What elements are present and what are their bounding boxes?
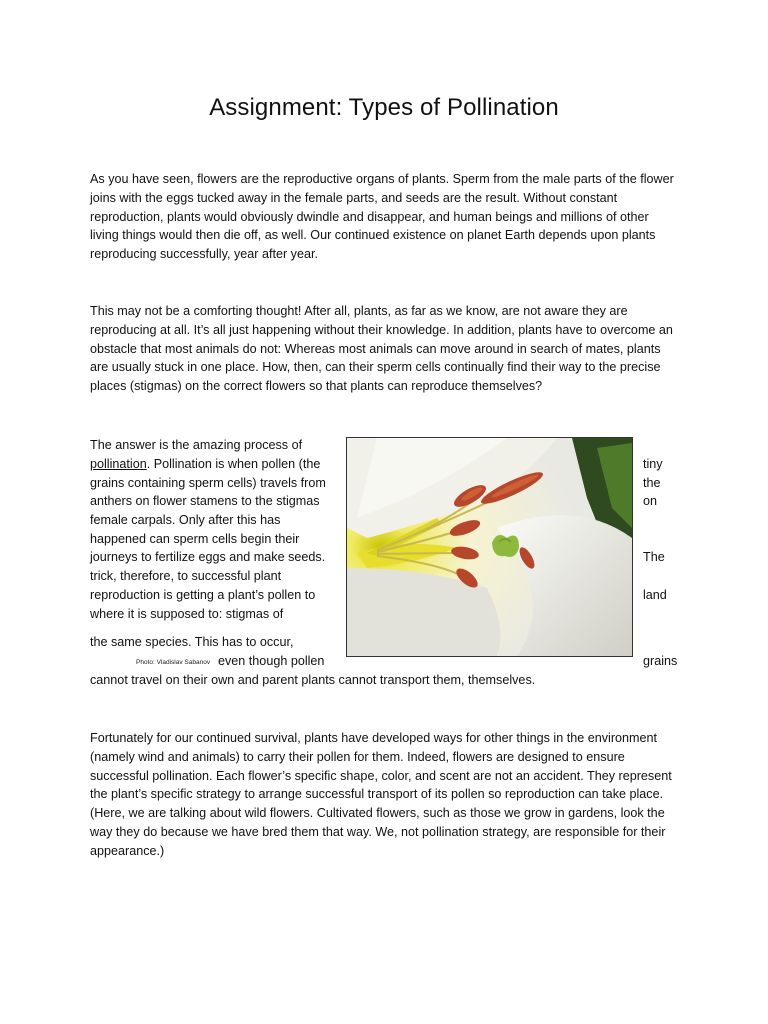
text-line: The answer is the amazing process of xyxy=(90,438,303,452)
text-line: happened can sperm cells begin their xyxy=(90,532,300,546)
text-fragment: The xyxy=(643,550,665,564)
text-line: trick, therefore, to successful plant xyxy=(90,569,282,583)
text-line: female carpals. Only after this has xyxy=(90,513,281,527)
text-line: journeys to fertilize eggs and make seeds. xyxy=(90,550,326,564)
text-line: even though pollen xyxy=(218,654,325,668)
text-line: the same species. This has to occur, xyxy=(90,635,294,649)
paragraph-strategy: Fortunately for our continued survival, plants have developed ways for other things in the environment (namely wind and animals) to carry their pollen for them. Indeed, flowers are designed to ensure successful pollination. Each flower’s specific shape, color, and scent are not an accident. They represent the plant’s specific strategy to arrange successful transport of its pollen so reproduction can take place. (Here, we are talking about wild flowers. Cultivated flowers, such as those we grow in gardens, look the way they do because we have bred them that way. We, not pollination strategy, are responsible for their appearance.) xyxy=(90,731,672,858)
text-fragment: the xyxy=(643,476,661,490)
lily-photo xyxy=(346,437,633,657)
paragraph-obstacle: This may not be a comforting thought! After all, plants, as far as we know, are not aware they are reproducing at all. It’s all just happening without their knowledge. In addition, plants have to overcome an obstacle that most animals do not: Whereas most animals can move around in search of mates, plants are usually stuck in one place. How, then, can their sperm cells continually find their way to the precise places (stigmas) on the correct flowers so that plants can reproduce themselves? xyxy=(90,304,673,394)
page-title: Assignment: Types of Pollination xyxy=(209,94,559,121)
text-line: where it is supposed to: stigmas of xyxy=(90,607,284,621)
text-fragment: land xyxy=(643,588,667,602)
text-line xyxy=(90,455,320,474)
text-span: . Pollination is when pollen (the xyxy=(146,457,321,471)
photo-credit: Photo: Vladislav Sabanov xyxy=(136,659,211,666)
paragraph-intro: As you have seen, flowers are the reproductive organs of plants. Sperm from the male parts of the flower joins with the eggs tucked away in the female parts, and seeds are the result. Without constant reproduction, plants would obviously dwindle and disappear, and human beings and millions of other living things would then die off, as well. Our continued existence on planet Earth depends upon plants reproducing successfully, year after year. xyxy=(90,172,674,262)
text-fragment: tiny xyxy=(643,457,663,471)
text-fragment: on xyxy=(643,494,658,508)
text-line: anthers on flower stamens to the stigmas xyxy=(90,494,320,508)
text-line: cannot travel on their own and parent plants cannot transport them, themselves. xyxy=(90,673,536,687)
pollination-term: pollination xyxy=(90,457,147,471)
text-line: grains containing sperm cells) travels from xyxy=(90,476,326,490)
text-line: reproduction is getting a plant’s pollen to xyxy=(90,588,316,602)
text-fragment: grains xyxy=(643,654,678,668)
